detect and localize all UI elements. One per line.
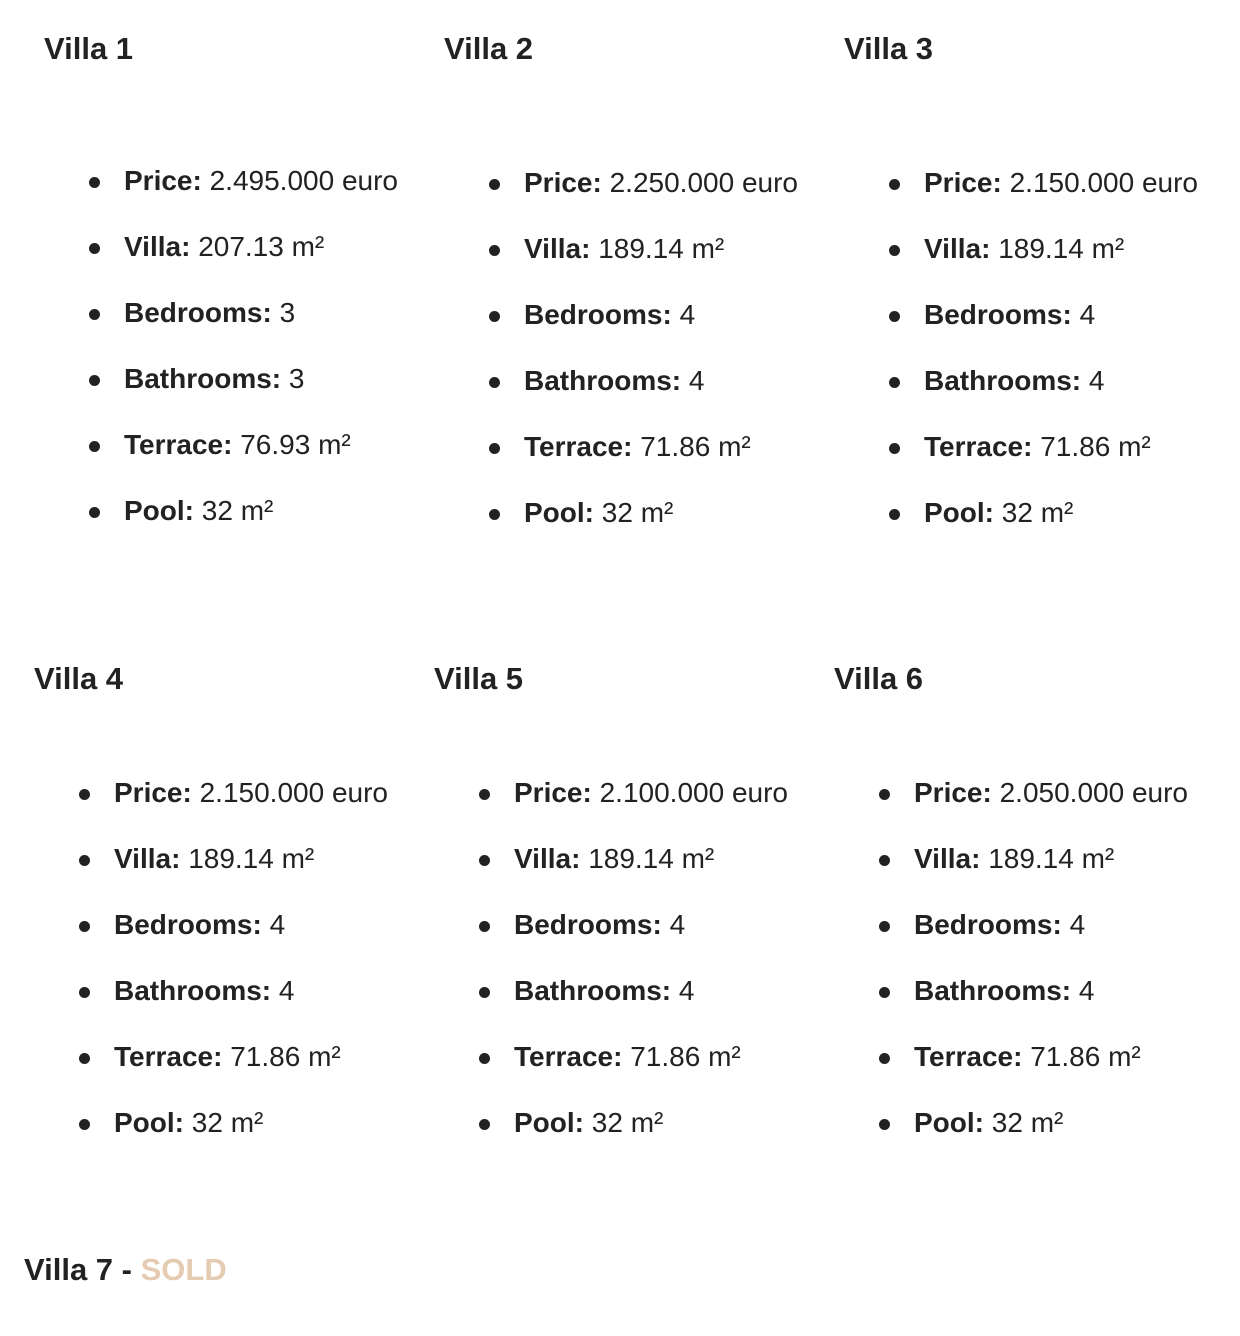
spec-villa-area [889, 234, 1198, 300]
spec-value: 2.495.000 euro [209, 165, 398, 196]
villa-spec-list [889, 168, 1198, 564]
spec-label: Bedrooms: [114, 909, 262, 940]
villa-card-4 [34, 661, 414, 1138]
spec-value: 189.14 m² [988, 843, 1115, 874]
spec-value: 71.86 m² [230, 1041, 341, 1072]
villa-spec-list [489, 168, 798, 564]
villa-7-title [24, 1252, 227, 1288]
spec-pool [879, 1108, 1188, 1174]
spec-bathrooms [889, 366, 1198, 432]
spec-label: Pool: [124, 495, 194, 526]
spec-label: Villa: [924, 233, 991, 264]
spec-label: Bathrooms: [514, 975, 672, 1006]
spec-value: 189.14 m² [588, 843, 715, 874]
spec-terrace [89, 430, 398, 496]
spec-label: Pool: [524, 497, 594, 528]
spec-value: 4 [678, 975, 695, 1006]
spec-label: Terrace: [114, 1041, 223, 1072]
spec-label: Villa: [914, 843, 981, 874]
spec-value: 4 [1079, 299, 1096, 330]
spec-value: 207.13 m² [198, 231, 325, 262]
spec-value: 4 [1069, 909, 1086, 940]
spec-label: Bathrooms: [114, 975, 272, 1006]
spec-value: 2.150.000 euro [1009, 167, 1198, 198]
spec-villa-area [479, 844, 788, 910]
spec-value: 71.86 m² [1030, 1041, 1141, 1072]
spec-label: Price: [524, 167, 602, 198]
spec-label: Bedrooms: [514, 909, 662, 940]
spec-label: Price: [924, 167, 1002, 198]
spec-label: Terrace: [524, 431, 633, 462]
spec-label: Price: [514, 777, 592, 808]
spec-terrace [79, 1042, 388, 1108]
spec-price [879, 778, 1188, 844]
spec-bedrooms [889, 300, 1198, 366]
spec-label: Price: [114, 777, 192, 808]
villa-spec-list [479, 778, 788, 1174]
spec-label: Bedrooms: [924, 299, 1072, 330]
spec-label: Villa: [514, 843, 581, 874]
spec-value: 4 [679, 299, 696, 330]
villa-card-2 [444, 31, 824, 528]
spec-label: Bathrooms: [914, 975, 1072, 1006]
spec-pool [889, 498, 1198, 564]
spec-villa-area [879, 844, 1188, 910]
spec-value: 4 [278, 975, 295, 1006]
spec-villa-area [89, 232, 398, 298]
spec-label: Terrace: [124, 429, 233, 460]
spec-value: 32 m² [191, 1107, 264, 1138]
spec-bedrooms [89, 298, 398, 364]
spec-label: Pool: [114, 1107, 184, 1138]
villa-title: Villa 5 [434, 661, 524, 696]
spec-label: Villa: [524, 233, 591, 264]
villa-spec-list [879, 778, 1188, 1174]
spec-bathrooms [479, 976, 788, 1042]
villa-title: Villa 1 [44, 31, 134, 66]
villa-title: Villa 6 [834, 661, 924, 696]
spec-price [489, 168, 798, 234]
villa-title: Villa 2 [444, 31, 534, 66]
villa-card-5 [434, 661, 814, 1138]
spec-value: 3 [279, 297, 296, 328]
spec-bathrooms [79, 976, 388, 1042]
spec-bedrooms [479, 910, 788, 976]
spec-price [889, 168, 1198, 234]
villa-title: Villa 4 [34, 661, 124, 696]
spec-value: 3 [288, 363, 305, 394]
spec-value: 2.150.000 euro [199, 777, 388, 808]
spec-label: Villa: [124, 231, 191, 262]
spec-label: Bathrooms: [524, 365, 682, 396]
spec-label: Bathrooms: [124, 363, 282, 394]
spec-terrace [879, 1042, 1188, 1108]
spec-label: Bathrooms: [924, 365, 1082, 396]
spec-value: 32 m² [1001, 497, 1074, 528]
spec-pool [89, 496, 398, 562]
spec-value: 32 m² [991, 1107, 1064, 1138]
spec-value: 32 m² [201, 495, 274, 526]
spec-label: Terrace: [924, 431, 1033, 462]
spec-label: Pool: [914, 1107, 984, 1138]
spec-value: 2.100.000 euro [599, 777, 788, 808]
spec-label: Pool: [514, 1107, 584, 1138]
villa-card-3 [844, 31, 1224, 528]
spec-bathrooms [89, 364, 398, 430]
spec-label: Bedrooms: [124, 297, 272, 328]
spec-villa-area [489, 234, 798, 300]
spec-bathrooms [489, 366, 798, 432]
spec-value: 2.250.000 euro [609, 167, 798, 198]
spec-value: 189.14 m² [998, 233, 1125, 264]
spec-label: Price: [914, 777, 992, 808]
spec-value: 2.050.000 euro [999, 777, 1188, 808]
spec-value: 4 [669, 909, 686, 940]
spec-price [79, 778, 388, 844]
spec-value: 32 m² [601, 497, 674, 528]
spec-value: 4 [688, 365, 705, 396]
spec-value: 76.93 m² [240, 429, 351, 460]
spec-value: 71.86 m² [630, 1041, 741, 1072]
spec-label: Villa: [114, 843, 181, 874]
villa-card-1 [44, 31, 424, 526]
spec-terrace [479, 1042, 788, 1108]
villa-spec-list [79, 778, 388, 1174]
spec-bedrooms [879, 910, 1188, 976]
spec-label: Bedrooms: [914, 909, 1062, 940]
spec-bathrooms [879, 976, 1188, 1042]
spec-label: Pool: [924, 497, 994, 528]
spec-label: Terrace: [514, 1041, 623, 1072]
sold-badge: SOLD [140, 1252, 227, 1287]
spec-label: Terrace: [914, 1041, 1023, 1072]
spec-bedrooms [79, 910, 388, 976]
villa-spec-list [89, 166, 398, 562]
spec-value: 4 [269, 909, 286, 940]
spec-value: 4 [1078, 975, 1095, 1006]
spec-label: Bedrooms: [524, 299, 672, 330]
spec-value: 71.86 m² [640, 431, 751, 462]
spec-value: 189.14 m² [188, 843, 315, 874]
spec-value: 4 [1088, 365, 1105, 396]
spec-pool [79, 1108, 388, 1174]
spec-pool [479, 1108, 788, 1174]
spec-label: Price: [124, 165, 202, 196]
villa-title: Villa 7 - [24, 1252, 141, 1287]
spec-bedrooms [489, 300, 798, 366]
spec-pool [489, 498, 798, 564]
spec-value: 32 m² [591, 1107, 664, 1138]
spec-price [479, 778, 788, 844]
villa-card-6 [834, 661, 1214, 1138]
spec-price [89, 166, 398, 232]
spec-villa-area [79, 844, 388, 910]
spec-value: 189.14 m² [598, 233, 725, 264]
spec-terrace [889, 432, 1198, 498]
villa-title: Villa 3 [844, 31, 934, 66]
spec-value: 71.86 m² [1040, 431, 1151, 462]
spec-terrace [489, 432, 798, 498]
